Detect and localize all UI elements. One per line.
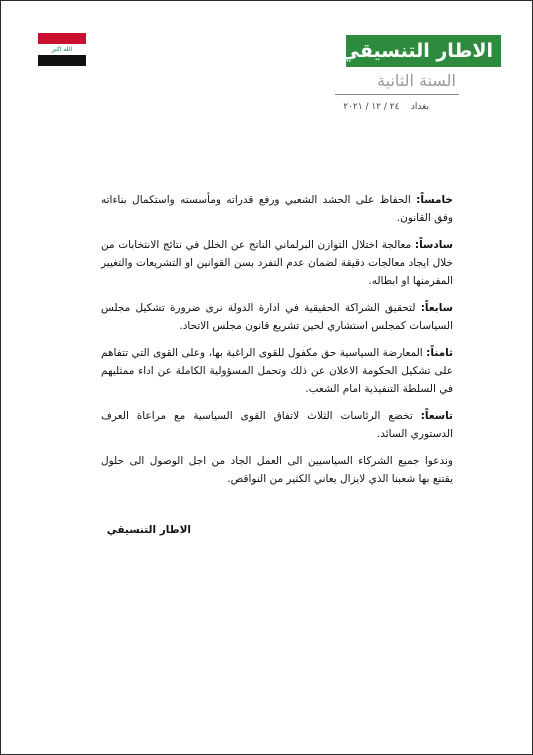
paragraph-text: المعارضة السياسية حق مكفول للقوى الراغبة بها، وعلى القوى التي تتفاهم على تشكيل الحكومة الاعلان عن ذلك وتحمل المسؤولية الكاملة عن اداء ممثليهم في السلطة التنفيذية امام الشعب. [101,347,453,395]
letterhead-title: الاطار التنسيقي [346,35,501,67]
subtitle-divider [335,94,459,95]
iraq-flag-icon [38,33,86,66]
paragraph-sixth [101,236,453,290]
paragraph-ninth [101,407,453,443]
paragraph-lead: خامساً: [416,194,453,206]
paragraph-lead: سابعاً: [420,302,453,314]
paragraph-text: وندعوا جميع الشركاء السياسيين الى العمل الجاد من اجل الوصول الى حلول يقتنع بها شعبنا الذي لايزال يعاني الكثير من النواقص. [101,455,453,485]
date-line [343,102,429,112]
paragraph-closing [101,452,453,488]
paragraph-text: الحفاظ على الحشد الشعبي ورفع قدراته ومأسسته واستكمال بناءاته وفق القانون. [101,194,453,224]
paragraph-seventh [101,299,453,335]
paragraph-text: معالجة اختلال التوازن البرلماني الناتج عن الخلل في نتائج الانتخابات من خلال ايجاد معالجات دقيقة لضمان عدم التفرد بسن القوانين او التشريعات والتغيير المفرمنها او ابطاله. [101,239,453,287]
signature: الاطار التنسيقي [106,524,191,536]
paragraph-text: تخضع الرئاسات الثلاث لاتفاق القوى السياسية مع مراعاة العرف الدستوري السائد. [101,410,453,440]
letterhead-subtitle: السنة الثانية [377,71,456,90]
paragraph-lead: سادساً: [414,239,453,251]
paragraph-lead: ثامناً: [426,347,453,359]
date-label: بغداد [410,102,429,112]
paragraph-eighth [101,344,453,398]
date-value: ٢٤ / ١٢ / ٢٠٢١ [343,102,400,112]
paragraph-text: لتحقيق الشراكة الحقيقية في ادارة الدولة نرى ضرورة تشكيل مجلس السياسات كمجلس استشاري لحين تشريع قانون مجلس الاتحاد. [101,302,453,332]
paragraph-lead: تاسعاً: [420,410,453,422]
flag-takbir-script: الله اكبر [51,45,73,53]
document-body [101,191,453,497]
paragraph-fifth [101,191,453,227]
